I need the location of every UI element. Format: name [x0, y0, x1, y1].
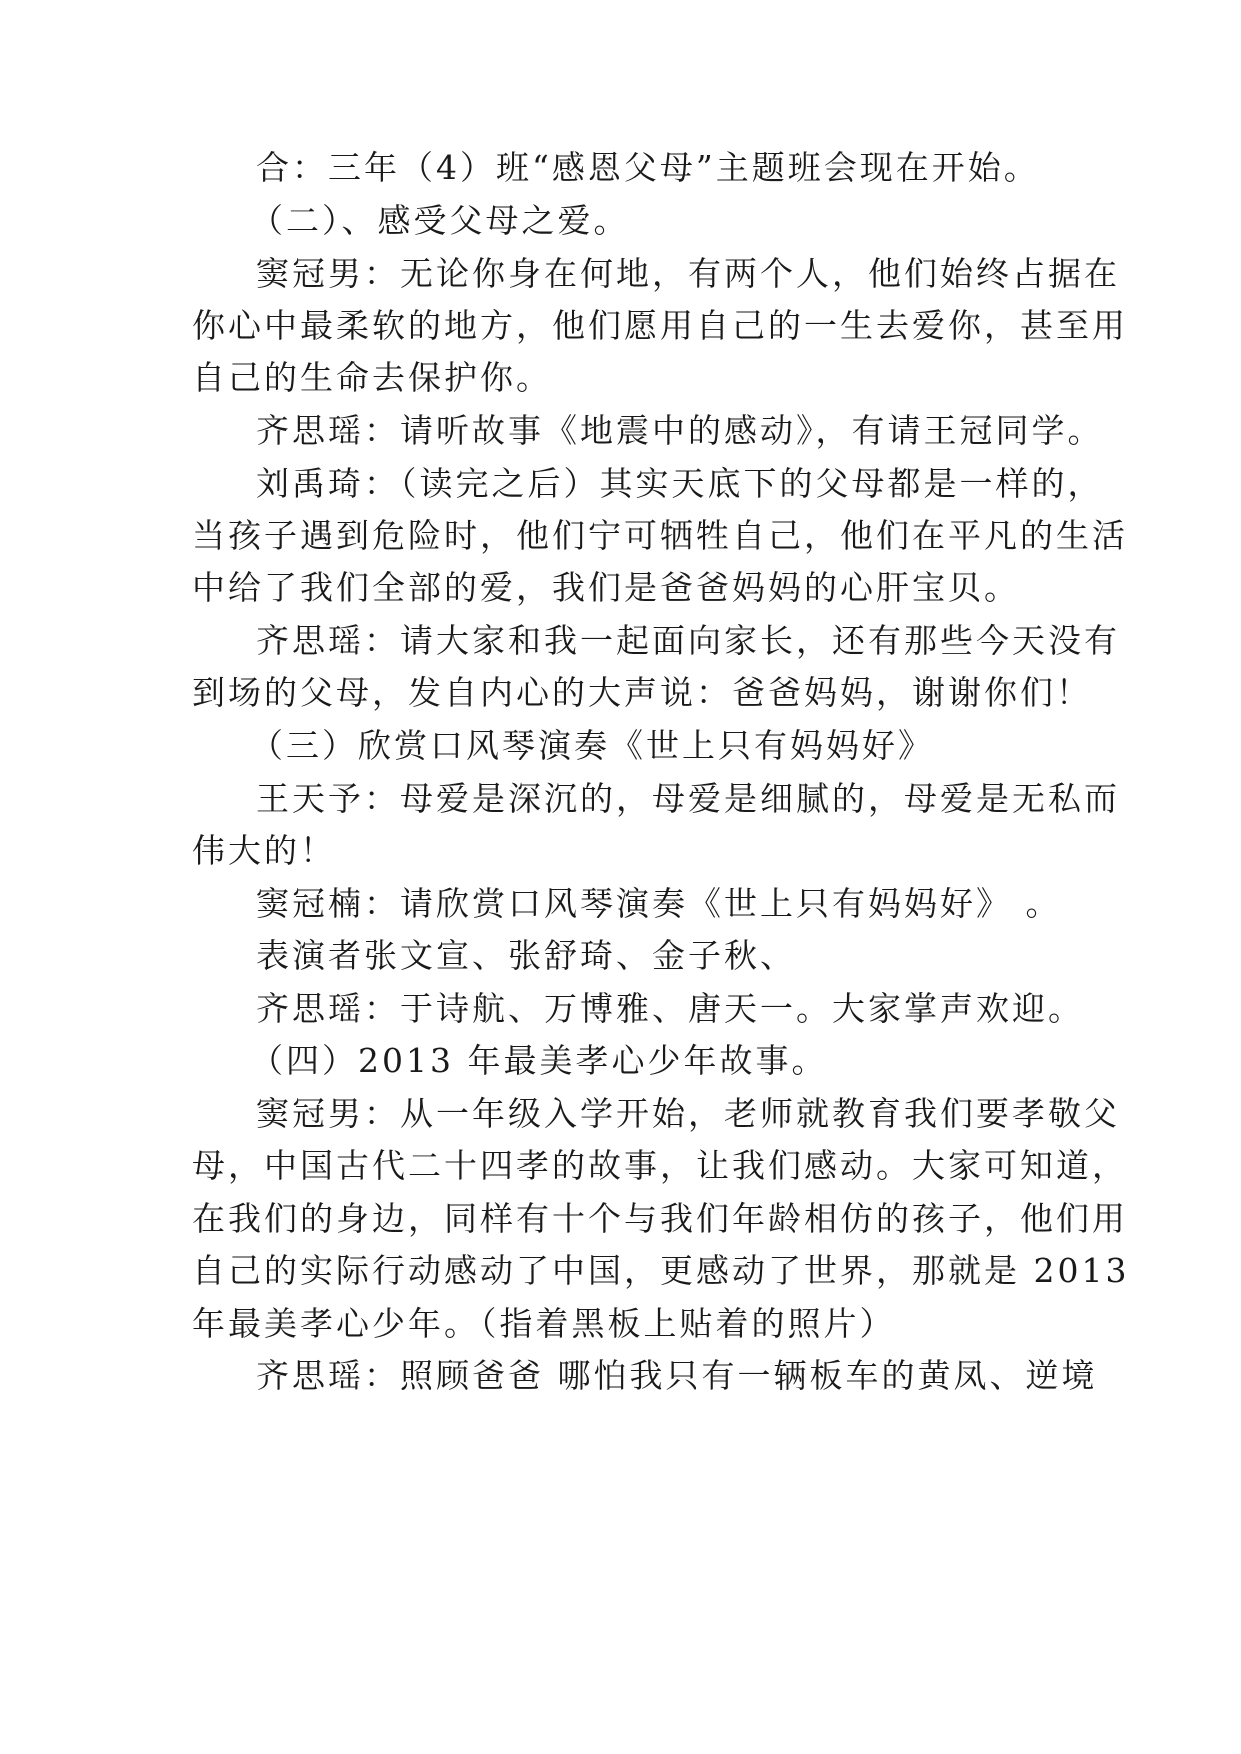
- section-heading: （四）2013 年最美孝心少年故事。: [250, 1041, 828, 1080]
- section-heading: （三）欣赏口风琴演奏《世上只有妈妈好》: [250, 726, 934, 765]
- text-line: 到场的父母，发自内心的大声说：爸爸妈妈，谢谢你们！: [192, 673, 1092, 712]
- text-line: 齐思瑶：照顾爸爸 哪怕我只有一辆板车的黄凤、逆境: [256, 1356, 1098, 1395]
- text-line: 齐思瑶：请听故事《地震中的感动》，有请王冠同学。: [256, 411, 1104, 450]
- text-line: 窦冠男：无论你身在何地，有两个人，他们始终占据在: [256, 254, 1120, 293]
- section-heading: （二）、感受父母之爱。: [250, 201, 630, 240]
- text-line: 年最美孝心少年。（指着黑板上贴着的照片）: [192, 1304, 896, 1343]
- text-line: 伟大的！: [192, 831, 336, 870]
- text-line: 刘禹琦：（读完之后）其实天底下的父母都是一样的，: [256, 464, 1104, 503]
- text-line: 自己的生命去保护你。: [192, 358, 552, 397]
- text-line: 窦冠男：从一年级入学开始，老师就教育我们要孝敬父: [256, 1094, 1120, 1133]
- text-line: 自己的实际行动感动了中国，更感动了世界，那就是 2013: [192, 1251, 1130, 1290]
- text-line: 合：三年（4）班“感恩父母”主题班会现在开始。: [256, 148, 1040, 187]
- text-line: 你心中最柔软的地方，他们愿用自己的一生去爱你，甚至用: [192, 306, 1128, 345]
- text-line: 当孩子遇到危险时，他们宁可牺牲自己，他们在平凡的生活: [192, 516, 1128, 555]
- text-line: 中给了我们全部的爱，我们是爸爸妈妈的心肝宝贝。: [192, 568, 1020, 607]
- text-line: 窦冠楠：请欣赏口风琴演奏《世上只有妈妈好》 。: [256, 884, 1062, 923]
- text-line: 齐思瑶：于诗航、万博雅、唐天一。大家掌声欢迎。: [256, 989, 1084, 1028]
- text-line: 在我们的身边，同样有十个与我们年龄相仿的孩子，他们用: [192, 1199, 1128, 1238]
- text-line: 表演者张文宣、张舒琦、金子秋、: [256, 936, 796, 975]
- text-line: 王天予：母爱是深沉的，母爱是细腻的，母爱是无私而: [256, 779, 1120, 818]
- text-line: 齐思瑶：请大家和我一起面向家长，还有那些今天没有: [256, 621, 1120, 660]
- text-line: 母，中国古代二十四孝的故事，让我们感动。大家可知道，: [192, 1146, 1128, 1185]
